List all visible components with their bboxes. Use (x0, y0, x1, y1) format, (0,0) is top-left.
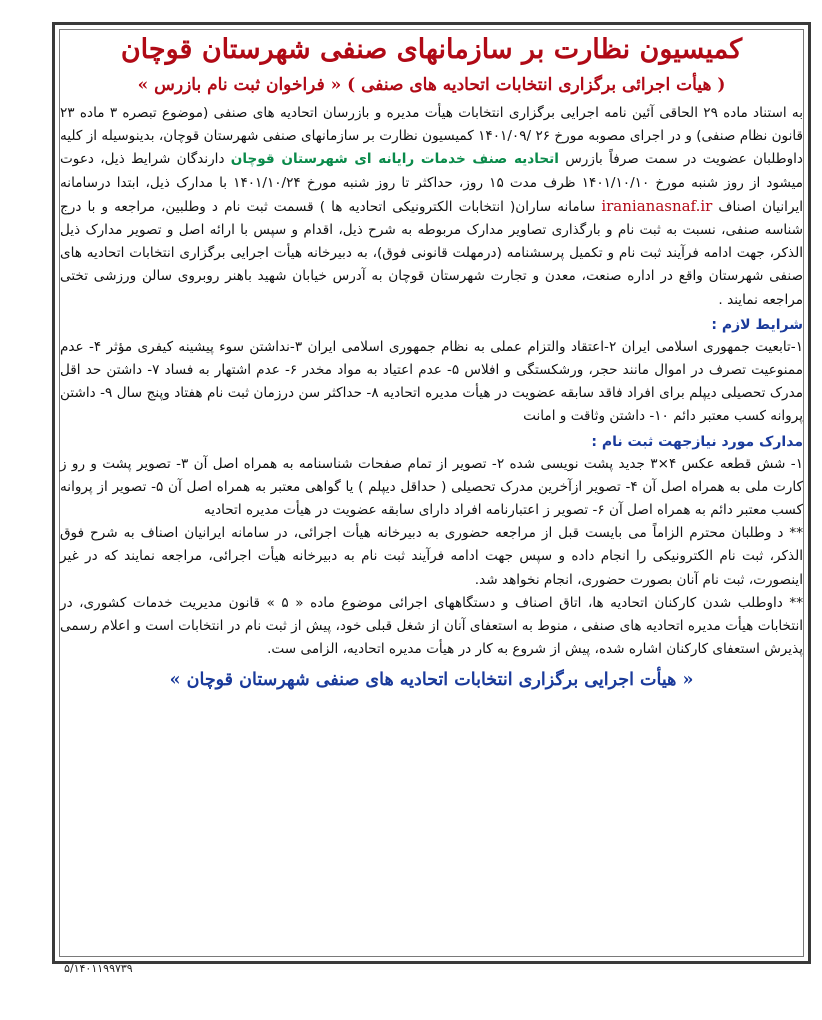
union-name: اتحادیه صنف خدمات رایانه ای شهرستان قوچان (230, 151, 559, 168)
intro-text-middle: دارندگان شرایط ذیل، دعوت میشود از روز شنبه مورخ ۱۴۰۱/۱۰/۱۰ ظرف مدت ۱۵ روز، حداکثر تا روز شنبه مورخ ۱۴۰۱/۱۰/۲۴ با مدارک ذیل، ابتدا درسامانه ایرانیان اصناف (60, 151, 804, 215)
notice-content (60, 30, 803, 956)
registration-note: ** د وطلبان محترم الزاماً می بایست قبل از مراجعه حضوری به دبیرخانه هیأت اجرائی، در سامانه ایرانیان اصناف به شرح فوق الذکر، ثبت نام الکترونیکی را انجام داده و سپس جهت ادامه فرآیند ثبت نام به دبیرخانه هیأت اجرائی، مراجعه نمایند که در غیر اینصورت، ثبت نام آنان بصورت حضوری، انجام نخواهد شد. (60, 525, 803, 588)
documents-heading: مدارک مورد نیازجهت ثبت نام : (591, 433, 803, 450)
documents-text: ۱- شش قطعه عکس ۴×۳ جدید پشت نویسی شده ۲- تصویر از تمام صفحات شناسنامه به همراه اصل آن ۳- تصویر پشت و رو ز کارت ملی به همراه اصل آن ۴- تصویر ازآخرین مدرک تحصیلی ( حداقل دیپلم ) یا گواهی معتبر به همراه اصل آن ۵- تصویر از پروانه کسب معتبر دائم به همراه اصل آن ۶- تصویر ز اعتبارنامه افراد دارای سابقه عضویت در هیأت مدیره اتحادیه (60, 455, 803, 519)
employees-note: ** داوطلب شدن کارکنان اتحادیه ها، اتاق اصناف و دستگاههای اجرائی موضوع ماده « ۵ » قانون مدیریت خدمات کشوری، در انتخابات هیأت مدیره اتحادیه های صنفی ، منوط به استعفای آنان از شغل قبلی خود، پیش از ثبت نام در انتخابات است و اعلام رسمی پذیرش استعفای کارکنان اشاره شده، پیش از شروع به کار در هیأت مدیره اتحادیه، الزامی ست. (60, 594, 803, 658)
notice-subtitle: ( هیأت اجرائی برگزاری انتخابات اتحادیه های صنفی ) « فراخوان ثبت نام بازرس » (137, 75, 726, 95)
notice-title: کمیسیون نظارت بر سازمانهای صنفی شهرستان قوچان (120, 34, 743, 65)
intro-text-after: سامانه ساران( انتخابات الکترونیکی اتحادیه ها ) قسمت ثبت نام د وطلبین، مراجعه و با درج شناسه صنفی، نسبت به ثبت نام و بارگذاری تصاویر مدارک مربوطه به شرح ذیل، اقدام و سپس با ارائه اصل و تصویر مدارک ذیل الذکر، جهت ادامه فرآیند ثبت نام و تکمیل پرسشنامه (درمهلت قانونی فوق)، به دبیرخانه هیأت اجرایی برگزاری انتخابات اتحادیه های صنفی شهرستان واقع در اداره صنعت، معدن و تجارت شهرستان قوچان به آدرس خیابان شهید باهنر روبروی سالن ورزشی تختی مراجعه نمایند . (60, 198, 803, 308)
conditions-text: ۱-تابعیت جمهوری اسلامی ایران ۲-اعتقاد والتزام عملی به نظام جمهوری اسلامی ایران ۳-نداشتن سوء پیشینه کیفری مؤثر ۴- عدم ممنوعیت تصرف در اموال مانند حجر، ورشکستگی و افلاس ۵- عدم اعتیاد به مواد مخدر ۶- عدم اشتهار به فساد ۷- داشتن حد اقل مدرک تحصیلی دیپلم برای افراد فاقد سابقه عضویت در هیأت مدیره اتحادیه ۸- حداکثر سن درزمان ثبت نام هفتاد وپنج سال ۹- داشتن پروانه کسب معتبر دائم ۱۰- داشتن وثاقت و امانت (60, 338, 803, 425)
intro-paragraph (60, 102, 803, 312)
conditions-heading: شرایط لازم : (711, 316, 803, 333)
notice-signature: « هیأت اجرایی برگزاری انتخابات اتحادیه های صنفی شهرستان قوچان » (169, 670, 694, 691)
publication-code: ۵/۱۴۰۱۱۹۹۷۳۹ (64, 962, 133, 975)
intro-text-before: به استناد ماده ۲۹ الحاقی آئین نامه اجرایی برگزاری انتخابات هیأت مدیره و بازرسان اتحادیه های صنفی (موضوع تبصره ۳ ماده ۲۳ قانون نظام صنفی) و در اجرای مصوبه مورخ ۲۶ /۱۴۰۱/۰۹ کمیسیون نظارت بر سازمانهای صنفی شهرستان قوچان، بدینوسیله از کلیه داوطلبان عضویت در سمت صرفاً بازرس (60, 105, 804, 168)
website-link[interactable]: iranianasnaf.ir (601, 196, 713, 215)
